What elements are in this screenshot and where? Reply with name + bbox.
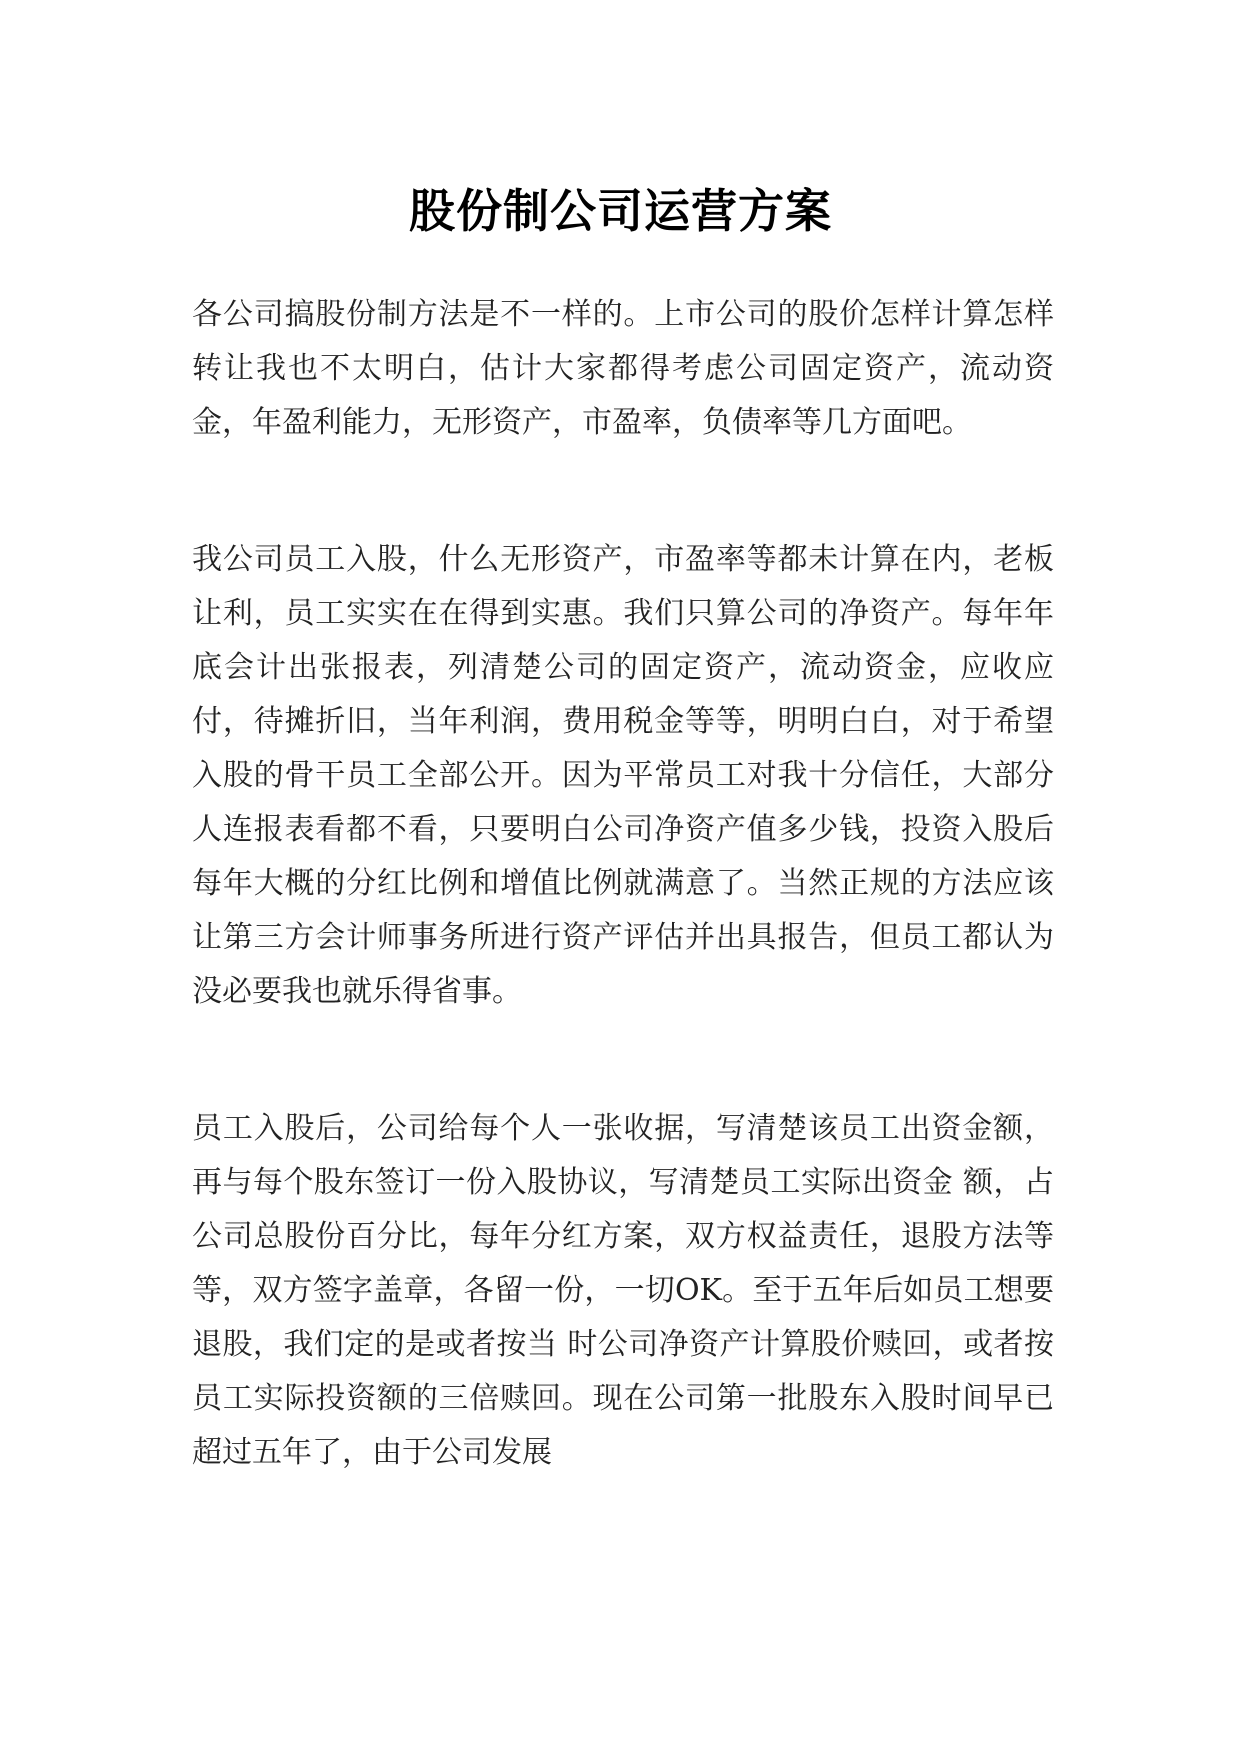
paragraph-1: 各公司搞股份制方法是不一样的。上市公司的股价怎样计算怎样转让我也不太明白，估计大家都得考虑公司固定资产，流动资金，年盈利能力，无形资产，市盈率，负债率等几方面吧。 — [192, 297, 1054, 440]
document-title: 股份制公司运营方案 — [409, 183, 832, 238]
paragraph-3: 员工入股后，公司给每个人一张收据，写清楚该员工出资金额，再与每个股东签订一份入股协议，写清楚员工实际出资金 额，占公司总股份百分比，每年分红方案，双方权益责任，退股方法等等，双方签字盖章，各留一份，一切OK。至于五年后如员工想要退股，我们定的是或者按当 时公司净资产计算股价赎回，或者按员工实际投资额的三倍赎回。现在公司第一批股东入股时间早已超过五年了，由于公司发展 — [192, 1111, 1054, 1470]
document-body — [192, 288, 1054, 1480]
paragraph-2: 我公司员工入股，什么无形资产，市盈率等都未计算在内，老板让利，员工实实在在得到实惠。我们只算公司的净资产。每年年底会计出张报表，列清楚公司的固定资产，流动资金，应收应付，待摊折旧，当年利润，费用税金等等，明明白白，对于希望入股的骨干员工全部公开。因为平常员工对我十分信任，大部分人连报表看都不看，只要明白公司净资产值多少钱，投资入股后每年大概的分红比例和增值比例就满意了。当然正规的方法应该让第三方会计师事务所进行资产评估并出具报告，但员工都认为没必要我也就乐得省事。 — [192, 542, 1054, 1009]
